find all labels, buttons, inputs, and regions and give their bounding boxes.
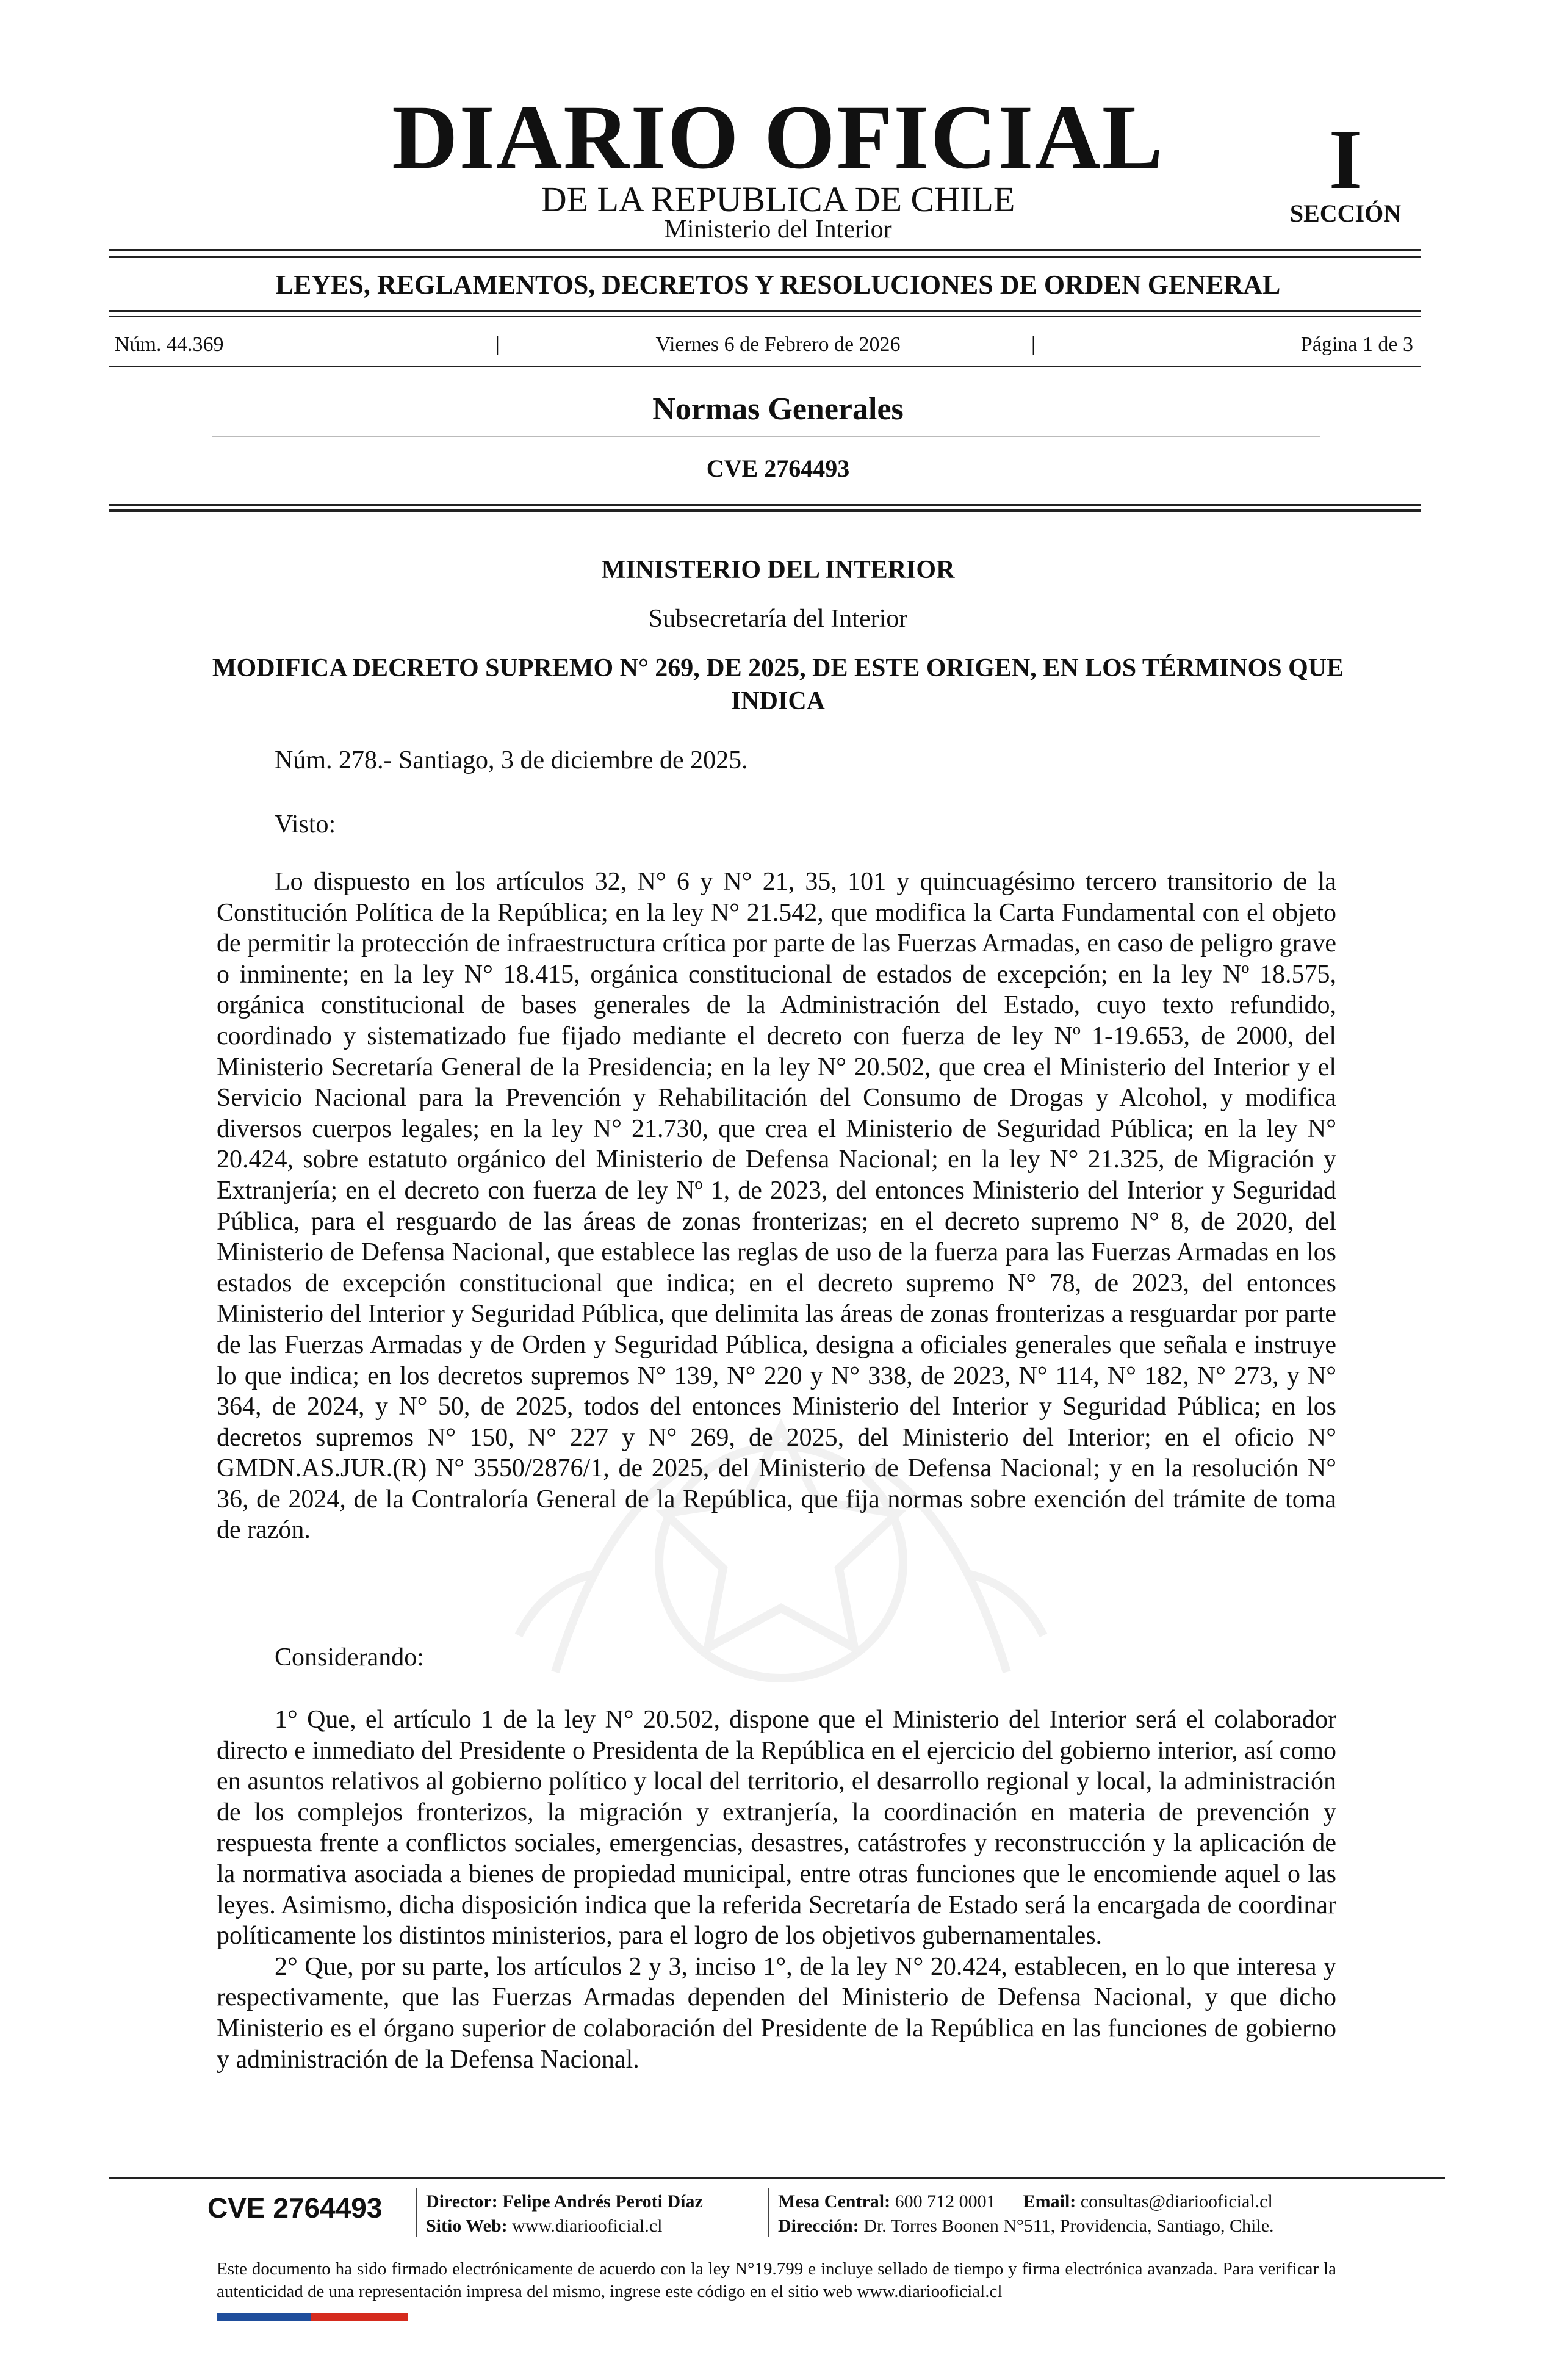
issue-separator-1: | (495, 333, 500, 356)
visto-paragraph (217, 867, 1336, 1546)
footer-divider-1 (416, 2188, 417, 2237)
section-label: SECCIÓN (1289, 200, 1402, 227)
email-label: Email: (1023, 2191, 1076, 2212)
masthead-subtitle: DE LA REPUBLICA DE CHILE (541, 179, 1015, 219)
mesa-phone: 600 712 0001 (895, 2191, 996, 2212)
visto-label: Visto: (275, 810, 336, 838)
band-rule-1 (109, 310, 1421, 312)
visto-text: Lo dispuesto en los artículos 32, N° 6 y N° 21, 35, 101 y quincuagésimo tercero transitorio de la Constitución Política de la República; en la ley N° 21.542, que modifica la Carta Fundamental con el objeto de permitir la protección de infraestructura crítica por parte de las Fuerzas Armadas, en caso de peligro grave o inminente; en la ley N° 18.415, orgánica constitucional de estados de excepción; en la ley Nº 18.575, orgánica constitucional de bases generales de la Administración del Estado, cuyo texto refundido, coordinado y sistematizado fue fijado mediante el decreto con fuerza de ley Nº 1-19.653, de 2000, del Ministerio Secretaría General de la Presidencia; en la ley N° 20.502, que crea el Ministerio del Interior y el Servicio Nacional para la Prevención y Rehabilitación del Consumo de Drogas y Alcohol, y modifica diversos cuerpos legales; en la ley N° 21.730, que crea el Ministerio de Seguridad Pública; en la ley N° 20.424, sobre estatuto orgánico del Ministerio de Defensa Nacional; en la ley N° 21.325, de Migración y Extranjería; en el decreto con fuerza de ley Nº 1, de 2023, del entonces Ministerio del Interior y Seguridad Pública, para el resguardo de las áreas de zonas fronterizas; en el decreto supremo N° 8, de 2020, del Ministerio de Defensa Nacional, que establece las reglas de uso de la fuerza para las Fuerzas Armadas en los estados de excepción constitucional que indica; en el decreto supremo N° 78, de 2023, del entonces Ministerio del Interior y Seguridad Pública, que delimita las áreas de zonas fronterizas a resguardar por parte de las Fuerzas Armadas y de Orden y Seguridad Pública, designa a oficiales generales que señala e instruye lo que indica; en los decretos supremos N° 139, N° 220 y N° 338, de 2023, N° 114, N° 182, N° 273, y N° 364, de 2024, y N° 50, de 2025, todos del entonces Ministerio del Interior y Seguridad Pública; en los decretos supremos N° 150, N° 227 y N° 269, de 2025, del Ministerio del Interior; en el oficio N° GMDN.AS.JUR.(R) N° 3550/2876/1, de 2025, del Ministerio de Defensa Nacional; y en la resolución N° 36, de 2024, de la Contraloría General de la República, que fija normas sobre exención del trámite de toma de razón. (217, 868, 1336, 1545)
cve-rule-2 (109, 509, 1421, 512)
masthead-title: DIARIO OFICIAL (392, 87, 1164, 188)
email-link[interactable]: consultas@diariooficial.cl (1080, 2191, 1273, 2212)
footer-sitio (426, 2217, 662, 2235)
sitio-link[interactable]: www.diariooficial.cl (512, 2216, 663, 2236)
director-name: Felipe Andrés Peroti Díaz (502, 2191, 703, 2212)
issue-date: Viernes 6 de Febrero de 2026 (655, 333, 901, 356)
considerando-1: 1° Que, el artículo 1 de la ley N° 20.502, dispone que el Ministerio del Interior será el colaborador directo e inmediato del Presidente o Presidenta de la República en el ejercicio del gobierno interior, así como en asuntos relativos al gobierno político y local del territorio, el desarrollo regional y local, la administración de los complejos fronterizos, la migración y extranjería, la coordinación en materia de prevención y respuesta frente a conflictos sociales, emergencias, desastres, catástrofes y reconstrucción y la aplicación de la normativa asociada a bienes de propiedad municipal, entre otras funciones que le encomiende aquel o las leyes. Asimismo, dicha disposición indica que la referida Secretaría de Estado será la encargada de coordinar políticamente los distintos ministerios, para el logro de los objetivos gubernamentales. (217, 1706, 1336, 1950)
document-subsecretaria: Subsecretaría del Interior (648, 605, 908, 633)
director-label: Director: (426, 2191, 498, 2212)
flag-bar-blue (217, 2313, 311, 2321)
considerando-2: 2° Que, por su parte, los artículos 2 y 3, inciso 1°, de la ley N° 20.424, establecen, en lo que interesa y respectivamente, que las Fuerzas Armadas dependen del Ministerio de Defensa Nacional, y que dicho Ministerio es el órgano superior de colaboración del Presidente de la República en las funciones de gobierno y administración de la Defensa Nacional. (217, 1952, 1336, 2074)
masthead-rule-1 (109, 249, 1421, 251)
issue-separator-2: | (1031, 333, 1036, 356)
footer-rule-top (109, 2177, 1445, 2179)
issue-number: Núm. 44.369 (115, 333, 224, 356)
sitio-label: Sitio Web: (426, 2216, 508, 2236)
footer-director (426, 2193, 703, 2211)
footer-disclaimer: Este documento ha sido firmado electrónicamente de acuerdo con la ley N°19.799 e incluye sellado de tiempo y firma electrónica avanzada. Para verificar la autenticidad de una representación impresa del mismo, ingrese este código en el sitio web www.diariooficial.cl (217, 2259, 1336, 2301)
masthead-rule-2 (109, 256, 1421, 258)
section-heading: Normas Generales (652, 392, 904, 427)
footer-direccion (778, 2217, 1274, 2235)
band-rule-2 (109, 316, 1421, 317)
footer-mesa (778, 2193, 1273, 2211)
considerando-body (217, 1704, 1336, 2075)
direccion-label: Dirección: (778, 2216, 859, 2236)
issue-page: Página 1 de 3 (1300, 333, 1413, 356)
direccion-text: Dr. Torres Boonen N°511, Providencia, Santiago, Chile. (863, 2216, 1274, 2236)
section-rule (212, 436, 1320, 437)
document-ministry: MINISTERIO DEL INTERIOR (601, 556, 955, 584)
footer-cve-code: CVE 2764493 (207, 2192, 383, 2224)
section-number: I (1328, 112, 1363, 207)
band-title: LEYES, REGLAMENTOS, DECRETOS Y RESOLUCIONES DE ORDEN GENERAL (275, 270, 1281, 300)
document-title: MODIFICA DECRETO SUPREMO N° 269, DE 2025, DE ESTE ORIGEN, EN LOS TÉRMINOS QUE INDICA (212, 654, 1344, 715)
issue-rule (109, 366, 1421, 367)
decree-number-line: Núm. 278.- Santiago, 3 de diciembre de 2025. (275, 746, 748, 774)
footer-divider-2 (768, 2188, 769, 2237)
flag-bar-red (311, 2313, 408, 2321)
cve-rule-1 (109, 504, 1421, 506)
considerando-label: Considerando: (275, 1643, 424, 1671)
masthead-ministry: Ministerio del Interior (664, 215, 892, 243)
cve-code: CVE 2764493 (706, 455, 850, 482)
mesa-label: Mesa Central: (778, 2191, 891, 2212)
